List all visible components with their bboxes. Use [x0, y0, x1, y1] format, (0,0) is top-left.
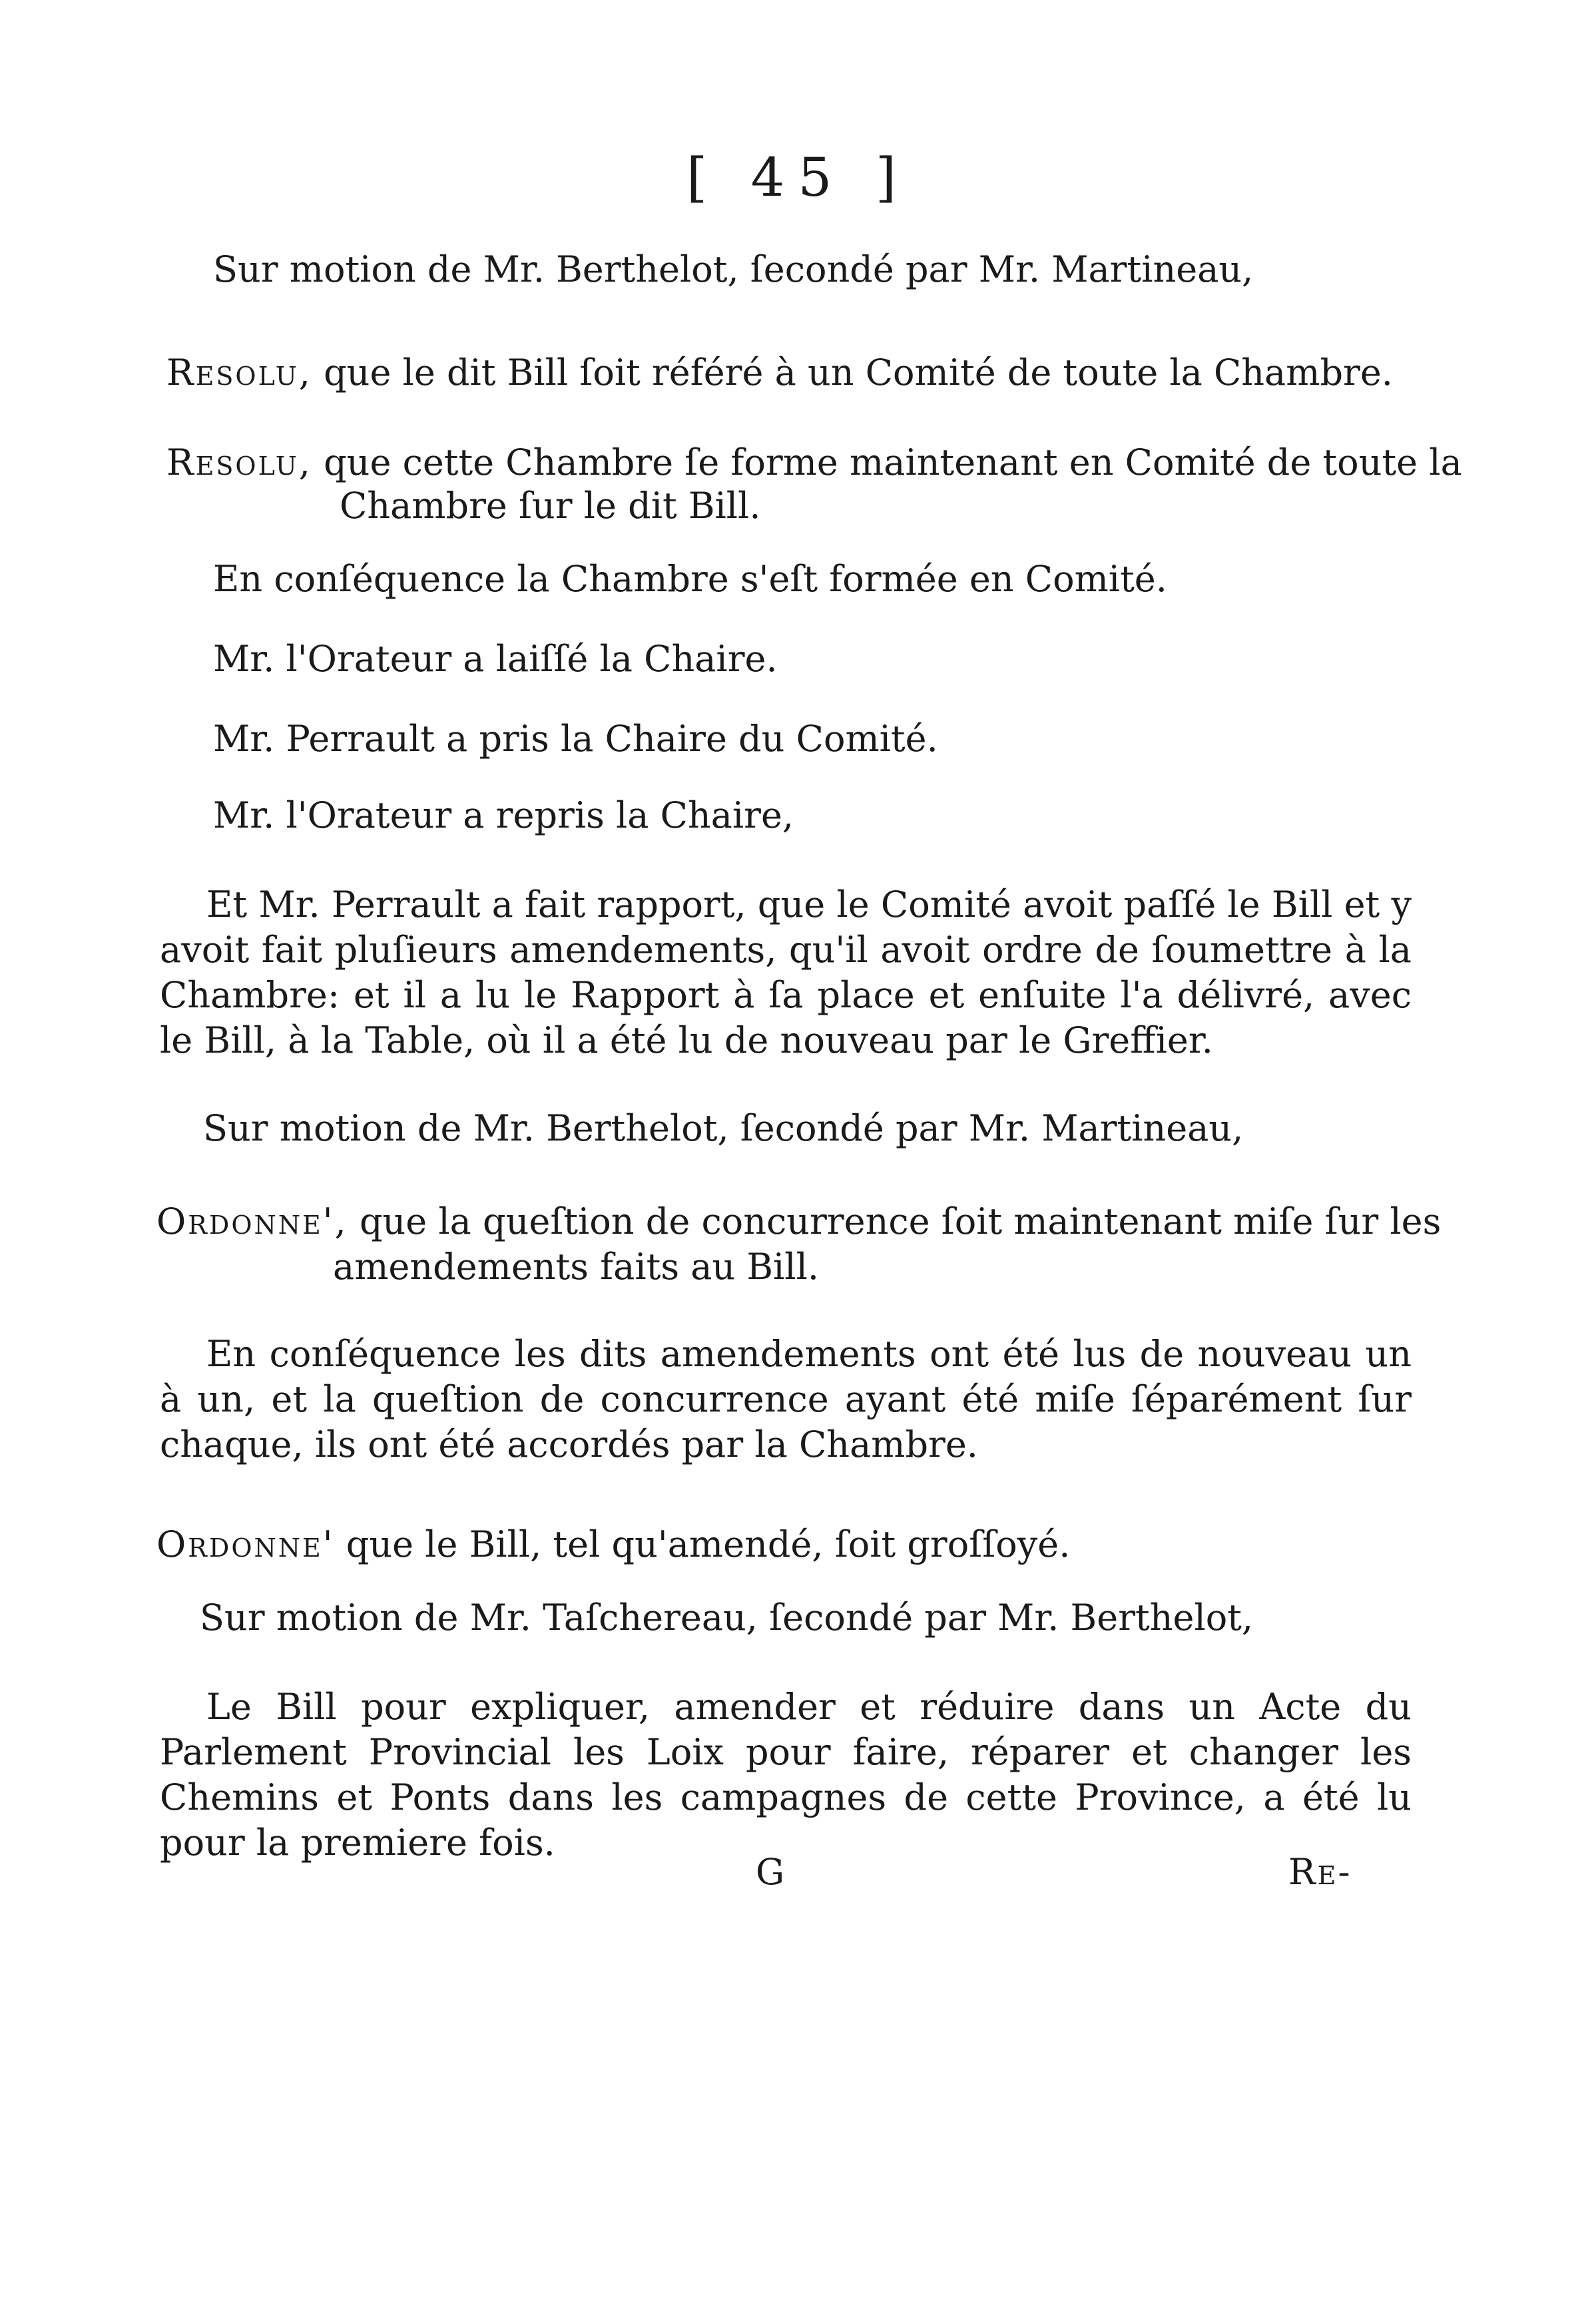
paragraph-amendements: En conſéquence les dits amendements ont été lus de nouveau un à un, et la queſtion de concurrence ayant été miſe ſéparément ſur chaque, ils ont été accordés par la Chambre.	[160, 1333, 1412, 1465]
ordonne-2-lead: Ordonne'	[156, 1523, 335, 1565]
paragraph-chemins: Le Bill pour expliquer, amender et réduire dans un Acte du Parlement Provincial les Loix pour faire, réparer et changer les Chemins et Ponts dans les campagnes de cette Province, a été lu pour la premiere fois.	[160, 1686, 1412, 1864]
ordonne-1-body-line1: que la queſtion de concurrence ſoit maintenant miſe ſur les	[359, 1200, 1442, 1242]
line-consequence: En conſéquence la Chambre s'eſt formée en Comité.	[213, 558, 1167, 600]
resolu-2-body-line2: Chambre ſur le dit Bill.	[340, 485, 761, 527]
ordonne-2	[156, 1521, 1070, 1568]
line-orateur-repris: Mr. l'Orateur a repris la Chaire,	[213, 794, 794, 836]
page-number: [ 45 ]	[686, 146, 910, 208]
catchword: Re-	[1288, 1851, 1352, 1893]
resolu-2-lead: Resolu,	[166, 441, 312, 483]
resolu-1-lead: Resolu,	[166, 352, 312, 393]
motion-line-1: Sur motion de Mr. Berthelot, ſecondé par Mr. Martineau,	[213, 248, 1254, 290]
ordonne-2-body: que le Bill, tel qu'amendé, ſoit groſſoyé.	[346, 1523, 1071, 1565]
signature-mark: G	[756, 1851, 785, 1893]
ordonne-1	[156, 1198, 1441, 1245]
resolu-1-body: que le dit Bill ſoit référé à un Comité de toute la Chambre.	[324, 352, 1393, 393]
ordonne-1-lead: Ordonne',	[156, 1200, 348, 1242]
motion-line-2: Sur motion de Mr. Berthelot, ſecondé par Mr. Martineau,	[203, 1107, 1244, 1149]
paragraph-rapport: Et Mr. Perrault a fait rapport, que le Comité avoit paſſé le Bill et y avoit fait pluſieurs amendements, qu'il avoit ordre de ſoumettre à la Chambre: et il a lu le Rapport à ſa place et enſuite l'a délivré, avec le Bill, à la Table, où il a été lu de nouveau par le Greffier.	[160, 884, 1412, 1061]
line-perrault-pris: Mr. Perrault a pris la Chaire du Comité.	[213, 718, 938, 760]
resolu-2	[166, 439, 1462, 486]
resolu-1	[166, 350, 1393, 396]
motion-line-3: Sur motion de Mr. Taſchereau, ſecondé par Mr. Berthelot,	[200, 1597, 1254, 1639]
line-orateur-laisse: Mr. l'Orateur a laiſſé la Chaire.	[213, 638, 778, 680]
resolu-2-body-line1: que cette Chambre ſe forme maintenant en Comité de toute la	[324, 441, 1462, 483]
ordonne-1-body-line2: amendements faits au Bill.	[333, 1246, 820, 1288]
